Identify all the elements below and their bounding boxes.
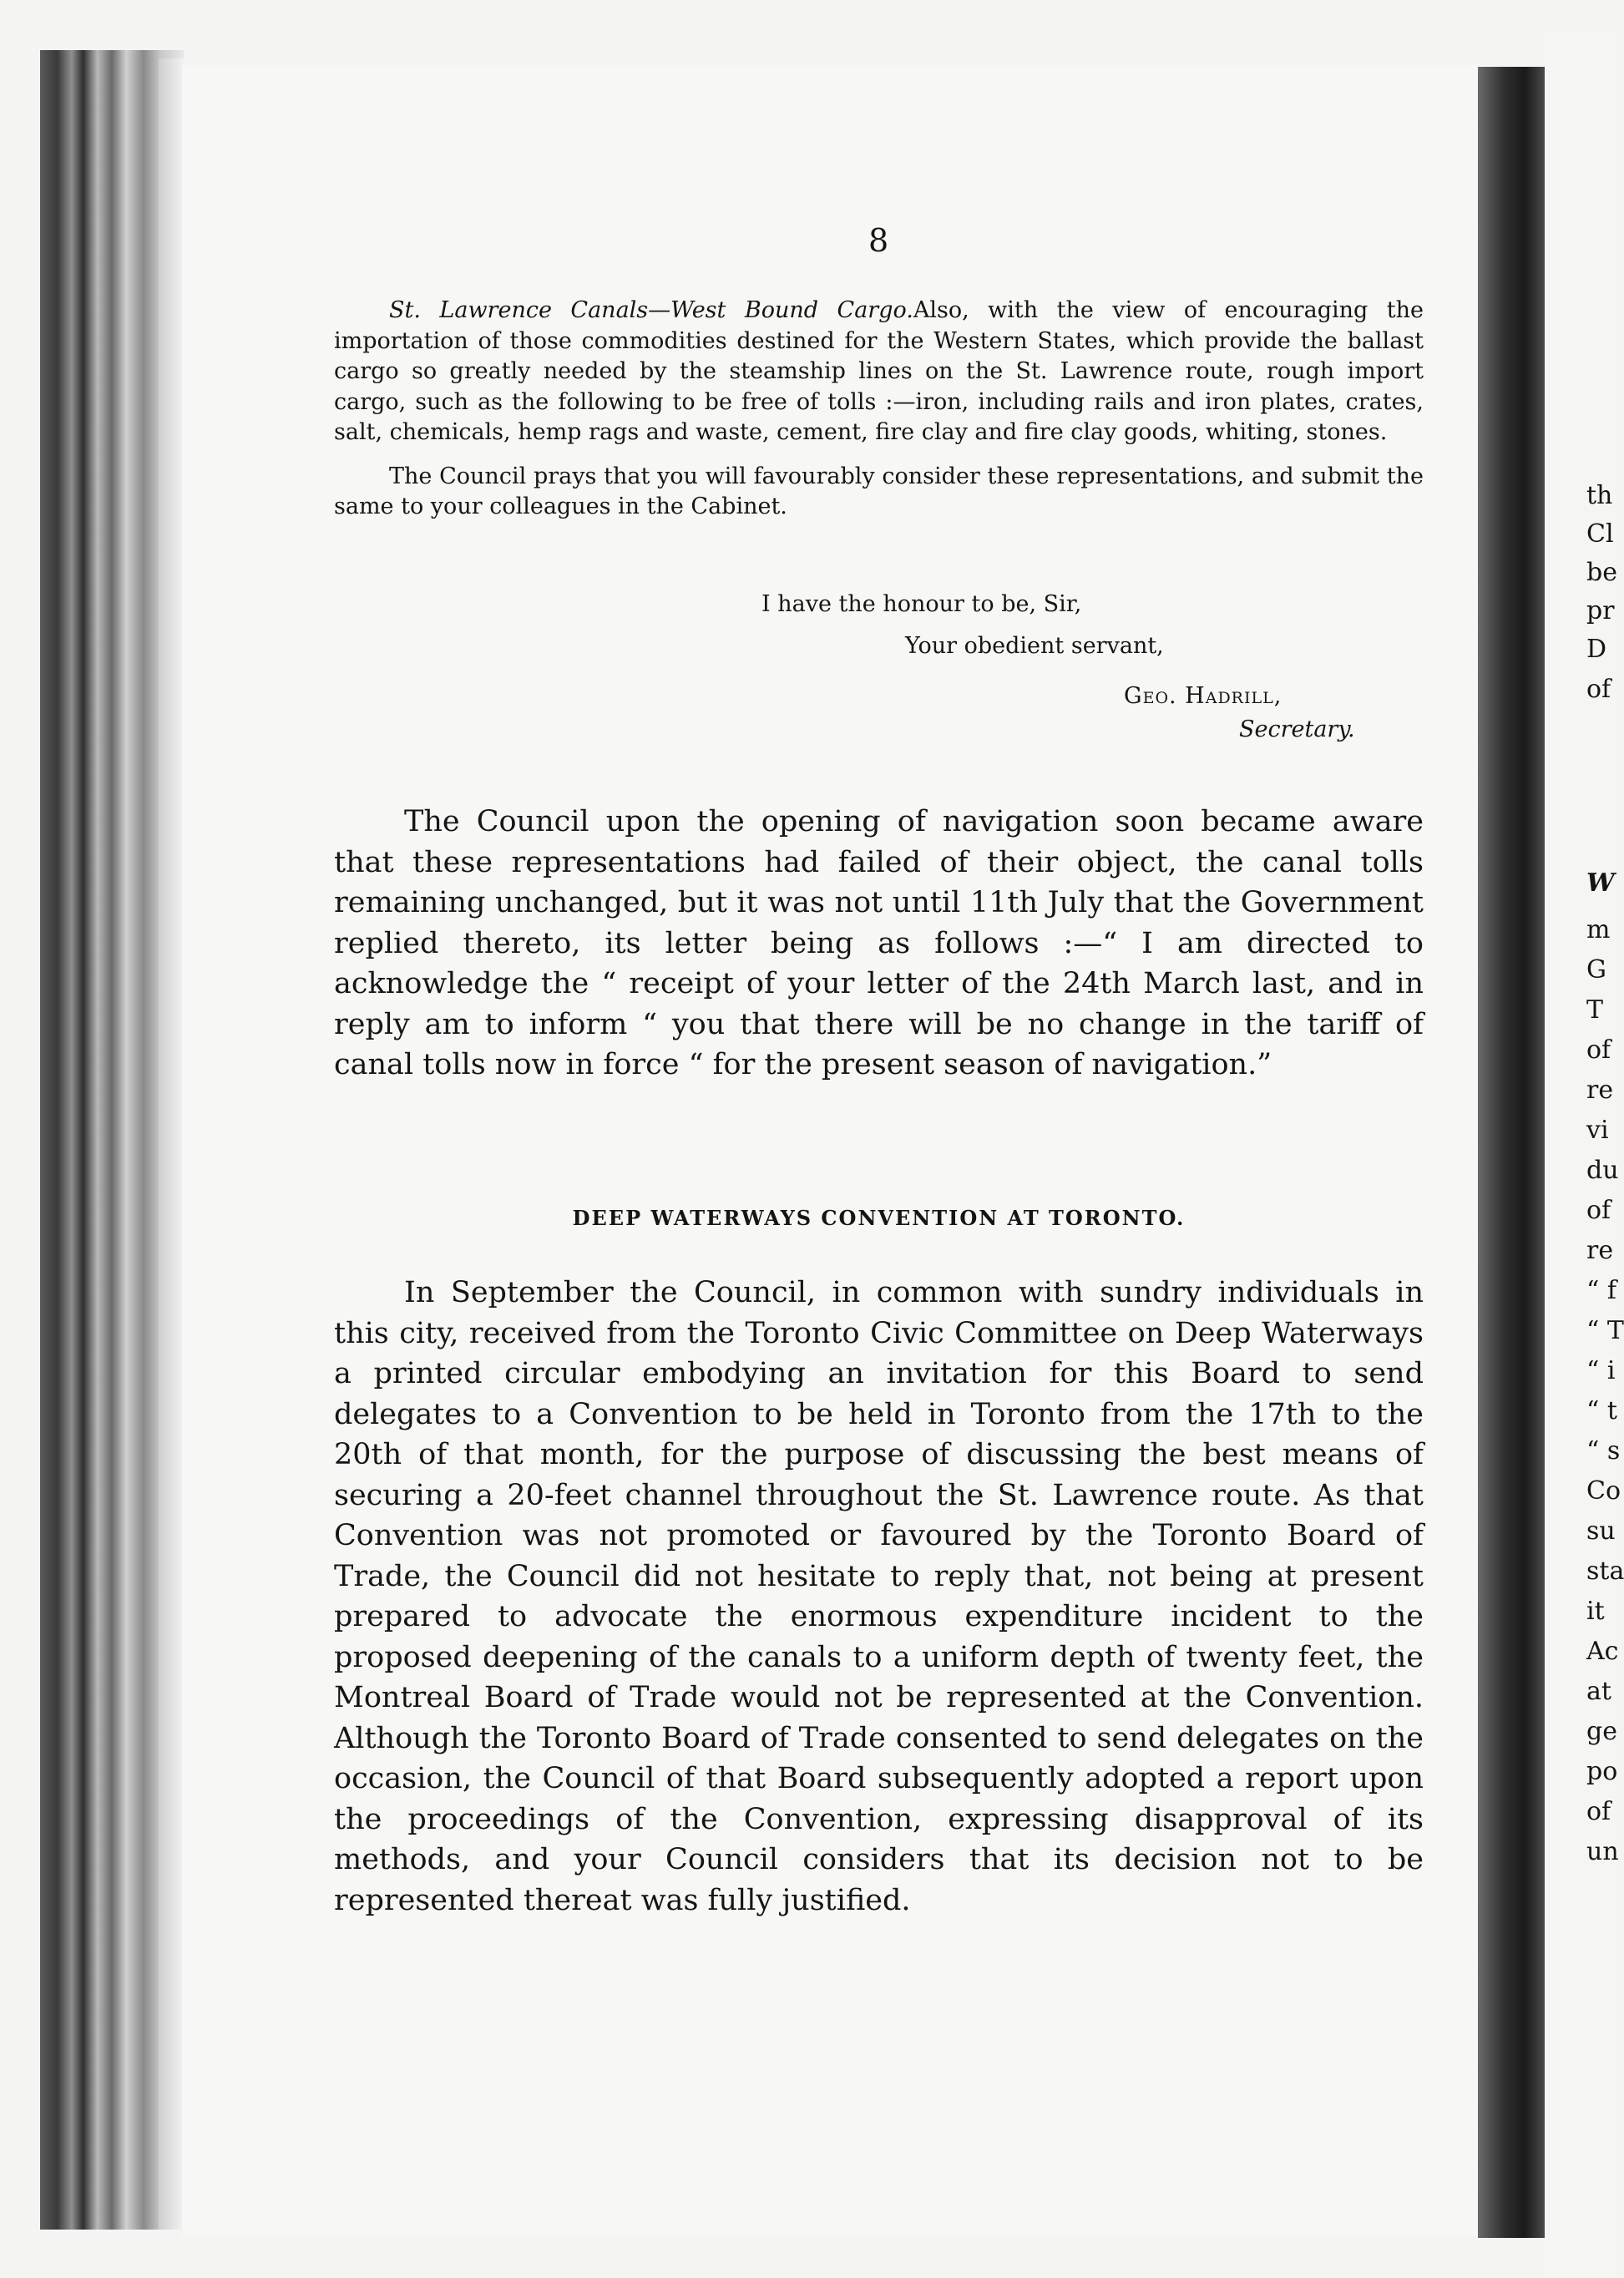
facing-fragment: W <box>1586 868 1615 898</box>
facing-fragment: it <box>1586 1597 1605 1626</box>
facing-fragment: su <box>1586 1516 1616 1546</box>
canals-paragraph <box>334 296 1424 448</box>
facing-fragment: G <box>1586 955 1606 985</box>
facing-fragment: at <box>1586 1677 1611 1706</box>
facing-fragment: du <box>1586 1156 1619 1185</box>
facing-fragment: po <box>1586 1757 1618 1786</box>
facing-fragment: re <box>1586 1076 1614 1105</box>
facing-fragment: Cl <box>1586 519 1614 549</box>
canals-paragraph-text: Also, with the view of encouraging the importation of those commodities destined for the Western States, which provide the ballast cargo so greatly needed by the steamship lines on the St. Lawrence route, rough import cargo, such as the following to be free of tolls :—iron, including rails and iron plates, crates, salt, chemicals, hemp rags and waste, cement, fire clay and fire clay goods, whiting, stones. <box>334 297 1424 445</box>
canals-section <box>334 296 1424 523</box>
signatory-name: Geo. Hadrill, <box>1124 683 1283 709</box>
facing-fragment: ge <box>1586 1717 1617 1746</box>
facing-fragment: D <box>1586 635 1607 664</box>
facing-fragment: “ T <box>1586 1316 1624 1345</box>
council-prays-paragraph: The Council prays that you will favourably consider these representations, and submit the same to your colleagues in the Cabinet. <box>334 463 1424 519</box>
facing-fragment: “ i <box>1586 1356 1616 1385</box>
deep-waterways-paragraph: In September the Council, in common with sundry individuals in this city, received from the Toronto Civic Committee on Deep Waterways a printed circular embodying an invitation for this Board to send delegates to a Convention to be held in Toronto from the 17th to the 20th of that month, for the purpose of discussing the best means of securing a 20-feet channel throughout the St. Lawrence route. As that Convention was not promoted or favoured by the Toronto Board of Trade, the Council did not hesitate to reply that, not being at present prepared to advocate the enormous expenditure incident to the proposed deepening of the canals to a uniform depth of twenty feet, the Montreal Board of Trade would not be represented at the Convention. Although the Toronto Board of Trade consented to send delegates on the occasion, the Council of that Board subsequently adopted a report upon the proceedings of the Convention, expressing disapproval of its methods, and your Council considers that its decision not to be represented thereat was fully justified. <box>334 1276 1424 1917</box>
facing-fragment: of <box>1586 1035 1611 1065</box>
deep-waterways-heading: DEEP WATERWAYS CONVENTION AT TORONTO. <box>572 1206 1186 1230</box>
closing-honour-line: I have the honour to be, Sir, <box>761 591 1082 617</box>
facing-fragment: “ f <box>1586 1276 1616 1305</box>
closing-servant-line: Your obedient servant, <box>905 633 1164 659</box>
facing-fragment: sta <box>1586 1557 1624 1586</box>
navigation-paragraph <box>334 802 1424 1086</box>
facing-fragment: m <box>1586 915 1611 944</box>
facing-fragment: Co <box>1586 1476 1621 1506</box>
facing-fragment: of <box>1586 1196 1611 1225</box>
facing-fragment: T <box>1586 995 1604 1025</box>
facing-fragment: vi <box>1586 1116 1609 1145</box>
page-number: 8 <box>868 222 889 259</box>
navigation-paragraph-text: The Council upon the opening of navigation soon became aware that these representations had failed of their object, the canal tolls remaining unchanged, but it was not until 11th July that the Government replied thereto, its letter being as follows :—“ I am directed to acknowledge the “ receipt of your letter of the 24th March last, and in reply am to inform “ you that there will be no change in the tariff of canal tolls now in force “ for the present season of navigation.” <box>334 805 1424 1081</box>
deep-waterways-section <box>334 1273 1424 1921</box>
facing-fragment: re <box>1586 1236 1614 1265</box>
facing-fragment: un <box>1586 1837 1619 1866</box>
facing-fragment: “ s <box>1586 1436 1621 1466</box>
facing-fragment: of <box>1586 675 1611 704</box>
facing-fragment: th <box>1586 481 1613 510</box>
facing-fragment: of <box>1586 1797 1611 1826</box>
signatory-title: Secretary. <box>1239 716 1355 742</box>
facing-fragment: “ t <box>1586 1396 1617 1425</box>
facing-fragment: be <box>1586 558 1617 587</box>
canals-section-title: St. Lawrence Canals—West Bound Cargo. <box>389 297 913 323</box>
facing-fragment: pr <box>1586 596 1615 625</box>
facing-fragment: Ac <box>1586 1637 1619 1666</box>
page-gutter <box>159 58 184 2230</box>
page-edge-shadow <box>1478 67 1545 2238</box>
